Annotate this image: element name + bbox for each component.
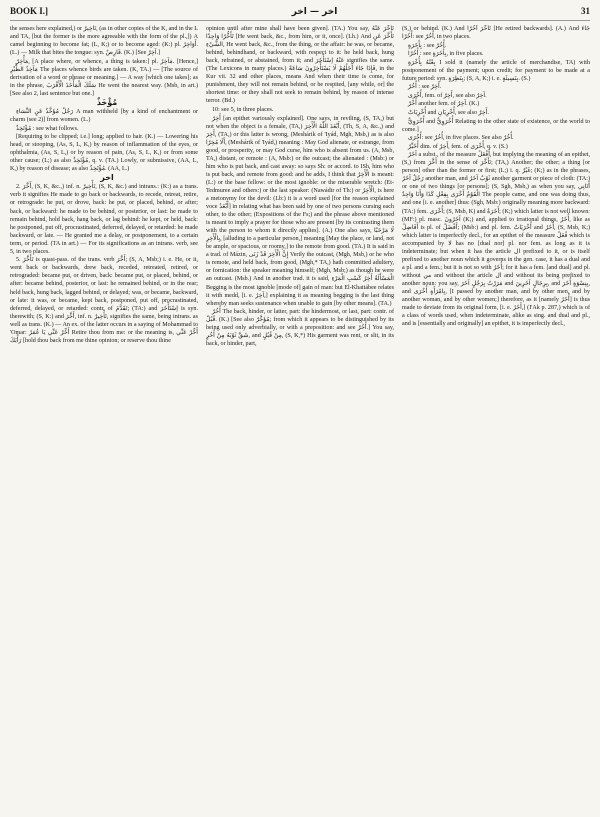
entry-paragraph: مُؤْتَخِذٌ : see what follows.: [16, 125, 79, 132]
entry-paragraph: أُخُرٌ The back, hinder, or latter, part: the hindermost, or last, part: contr. of قُبُلٌ. (K.) [See also مُؤَخَّرٌ; from which it appears to be distinguished by its being used only adverbially, or with a preposition: and see أُخُرٌ.] You say, شَقَّ ثَوْبَهُ مِنْ أُخُرٍ, and مِنْ قُبُلٍ, (S, K,*) His garment was rent, or slit, in its back, or hinder, part,: [206, 309, 394, 348]
header-root-words: اخر — اخر: [291, 7, 338, 17]
entry-paragraph: the senses here explained,) or تَأْخِيرٌ, (as in other copies of the K, and in the L and TA, [but the former is the more agreeable with the form of the pl.,]) A camel beginning to become fat; (L, K;) or to become aged: (K:) pl. أَوَاخِرُ. (L.) — Milk that bites the tongue: syn. قَارِصٌ. (K.) [See آخِرٌ.]: [10, 26, 198, 57]
page-header: [10, 6, 590, 21]
entry-paragraph: 5. تَأَخَّرَ is quasi-pass. of the trans. verb أَخَّرَ; (S, A, Msb;) i. e. He, or it, went back or backwards, drew back, receded, retreated, retired, or retrograded: became put, or driven, back: became put, or placed, behind, or after: became behind, posterior, or last: he remained behind, or in the rear; held back, hung back, lagged behind, or delayed; was, or became, backward, or late: it was, or became, kept back, postponed, put off, procrastinated, deferred, delayed, or retarded: contr. of تَقَدَّمَ; (TA:) and اِسْتَأْخَرَ is syn. therewith; (S, K:) and أَخَّرَ, inf. n. تَأْخِيرٌ, signifies the same, being intrans. as well as trans. (K.) — An ex. of the latter occurs in a saying of Mohammad to 'Omar: أَخِّرْ عَنِّي يَا عُمَرُ Retire thou from me: or the meaning is, أَخِّرْ عَنِّي رَأْيَكَ [hold thou back from me thine opinion; or reserve thou thine: [10, 257, 198, 344]
page-number: 31: [581, 6, 590, 16]
column-middle: [206, 25, 394, 815]
entry-paragraph: opinion until after mine shall have been given]. (TA.) You say, تَأَخَّرَ عَنْهُ تَأَخُّرًا وَاحِدًا [He went back, &c., from him, or it, once]. (Lh.) And تَأَخَّرَ عَنِ الشَّيْءِ, He went back, &c., from the thing, or the affair: he was, or became, behind, behindhand, or backward, with respect to it: he held back, hung back, refrained, or abstained, from it; and عَنْهُ اِسْتَأْخَرَ signifies the same. (The Lexicons in many places.) فَإِذَا جَاءَ أَجَلُهُمْ لَا يَسْتَأْخِرُونَ سَاعَةً, in the Kur vii. 32 and other places, means And when their time is come, for punishment, they will not remain behind, or be respited, [any while, or] the shortest time: or they shall not seek to remain behind, by reason of intense terror. (Bd.): [206, 26, 394, 105]
entry-paragraph: رَجُلٌ مُؤَخَّذٌ عَنِ النِّسَاءِ A man withheld [by a kind of enchantment or charm (see 2)] from women. (L.): [10, 108, 198, 124]
header-book-label: BOOK I.]: [10, 6, 49, 16]
entry-paragraph: (S,) or behind. (K.) And تَأَخَّرَ أُخُرًا [He retired backwards]. (A.) And جَاءَ أُخُرًا: see أُخُرٌ, in two places.: [402, 26, 590, 41]
entry-paragraph: أَخِرٌ [an epithet variously explained]. One says, in reviling, (S, TA,) but not when the object is a female, (TA,) أَبْعَدَ اللّٰهُ الْأَخِرَ, (Th, S, A, &c.,) and أَخِرَ, (TA,) or this latter is wrong, (Meshárik of 'Iyád, Mgh, Msb,) as is also أَلَا مُخِرًا, (Meshárik of 'Iyád,) meaning : May God alienate, or estrange, from good, or prosperity, or may God curse, him who is absent from us. (A, Msb, TA,) distant, or remote : (A, Msb:) or the outcast; the alienated : (Msb:) or him who is put back, and cast away: so says Sh: or accord. to ISh, him who is put back, and remote from good: and he adds, I think that الْأَخِرُ is meant: (L:) or the base fellow: or the most ignoble: or the miserable wretch: (Et-Tedmuree and others:) or the last speaker: (Nawádir of Th:) or الْأَخِرُ, is here a metonymy for the devil: (Lb:) it is a word used [for the reason explained voce أَبْعَدُ] in relating what has been said by one of two persons cursing each other, to the other; (Expositions of the Fs;) and the phrase above mentioned is meant to imply a prayer for those who are present [by its contrasting them with the person to whom it directly applies]. (A.) One also says, لَا مَرْحَبًا بِالْأَخِرِ, [alluding to a particular person,] meaning [May the place, or land, not be ample, or spacious, or roomy,] to the remote from good. (TA.) It is said in a trad. of Mázin, إِنَّ الْأَخِرَ قَدْ زَنَى Verily the outcast, (Mgh, Msb,) or he who is remote, and held back, from good, (Mgh,* TA,) hath committed adultery, or fornication: the speaker meaning himself; (Mgh, Msb;) as though he were an outcast. (Msb.) And in another trad. it is said, الْمَسْأَلَةُ أَخِرُ كَسْبِ الْمَرْءِ Begging is the most ignoble [mode of] gain of man: but El-Khattábee relates it with medd, [i. e. آخِرُ,] explaining it as meaning begging is the last thing whereby man seeks sustenance when unable to gain [by other means]. (TA.): [206, 115, 394, 307]
root-headword: مُؤْخَذٌ: [96, 97, 118, 107]
entry-paragraph: آخَرُ a subst., of the measure أَفْعَلُ, but implying the meaning of an epithet, (S,) from أَخَّرَ in the sense of تَأَخَّرَ; (TA,) Another; the other; a thing [or person] other than the former or first; (L;) i. q. غَيْرٌ; (K;) as in the phrases, رَجُلٌ آخَرُ another man, and ثَوْبٌ آخَرُ another garment or piece of cloth: (TA:) or one of two things [or persons]; (S, Sgh, Msb,) as when you say, أَتَانِي الْقَوْمُ أَخْرَى بِفِعْلِ كَذَا وَأَنَا وَاحِدٌ The people came, and one was doing thus, and one [i. e. another] thus: (Sgh, Msb:) originally meaning more backward: (TA:) fem. أُخْرَى; (S, Msb, K) and أَخَرَةٌ; (K;) which latter is not well known: (MF:) pl. masc. آخَرُونَ (K;) and, applied to irrational things, أُخَرُ, like as أَفَاضِلُ is pl. of أَفْضَلُ; (Msb:) and pl. fem. أُخْرَيَاتٌ and أُخَرُ, (S, Msb, K;) which latter is imperfectly decl., for an epithet of the measure فُعَلُ which is accompanied by لا has no [dual nor] pl. nor fem. as long as it is indeterminate; but when it has the article ال prefixed to it, or is itself prefixed to another noun which it governs in the gen. case, it has a dual and a pl. and a fem.; but it is not so with أُخَرُ; for it has a fem. [and dual] and pl. without من and without the article ال and without its being prefixed to another noun: you say, مَرَرْتُ بِرَجُلٍ آخَرَ and بِرِجَالٍ آخَرِينَ, and بِنِسْوَةٍ أُخَرَ, and بِامْرَأَةٍ أُخْرَى, [I passed by another man, and by other men, and by another woman, and by other women;] therefore, as it [namely أُخَرُ] is thus made to deviate from its original form, [i. e. أَخَرُ,] (I'Ak p. 287,) which is of a class of words used, when indeterminate, alike as sing. and dual and pl., and is [essentially and originally] an epithet, it is imperfectly decl.,: [402, 152, 590, 328]
entry-paragraph: أُخْرَوِيٌّ and أُخْرَوِيٌّ Relating to the other state of existence, or the world to come.]: [402, 118, 590, 133]
entry-paragraph: أُخَيِّرٌ dim. of أَخِرٌ, fem. of أُخْرَى, q. v. (S.): [408, 143, 508, 150]
column-right: [402, 25, 590, 815]
entry-paragraph: أُخْرَى: see أُخُرٌ, in five places. See also أُخُرٌ.: [408, 135, 514, 142]
entry-paragraph: أُخْرٌ another fem. of آخِرٌ. (K.): [408, 101, 480, 108]
entry-paragraph: أُخُرًا : see بِأُخَرَةٍ, in five places.: [408, 51, 484, 58]
entry-paragraph: أُخْرَى, fem. of أَخِرٌ, see also آخِرٌ.: [408, 92, 487, 99]
column-left: [10, 25, 198, 815]
entry-paragraph: 10: see 5, in three places.: [212, 106, 274, 113]
entry-paragraph: بِأَخَرَةٍ : see أُخُرٌ.: [408, 42, 447, 49]
entry-paragraph: أُخْرِيَاتٌ and أُخْرِيَانِ, see also أَخِرٌ.: [408, 109, 489, 116]
entry-paragraph: أُخُرٌ : see أَخِرٌ.: [408, 84, 442, 91]
root-headword: اخر: [100, 173, 114, 183]
entry-paragraph: مَأْخِرٌ, [A place where, or whence, a thing is taken:] pl. مَآخِرُ. [Hence,] مَآخِذُ الطَّيْرِ The places whence birds are taken. (K, TA.) — [The source of derivation of a word or phrase or meaning.] — A way [which one takes]; as in the phrase, سَلَكَ الْمَأْخَذَ الْأَقْرَبَ He went the nearest way. (Msb, in art.) [See also 2, last sentence but one.]: [10, 58, 198, 97]
entry-paragraph: 2. أَخَّرَ, (S, K, &c.,) inf. n. تَأْخِيرٌ, (S, K, &c.) and intrans.: (K:) as a trans. verb it signifies He made to go back or backwards, to recede, retreat, retire, or retrograde: he put, or drove, back: he put, or placed, behind, or after; back, or backward: he made to be behind, or posterior, or last: he made to remain behind, hold back, hang back, or lag behind: he kept, or held, back: he postponed, put off, procrastinated, deferred, delayed, or retarded: he made backward, or late. — He granted me a delay, or postponement, to a certain term, or period. (TA in art.) — For its significations as an intrans. verb, see 5, in two places.: [10, 184, 198, 255]
entry-paragraph: [Requiring to be clipped; i.e.] long; applied to hair. (K.) — Lowering his head, or stooping, (As, S, L, K,) by reason of inflammation of the eyes, or ophthalmia, (As, S, L,) or by reason of pain, (As, S, L, K,) or from some other cause; (L;) as also مُؤْتَخِذٌ, q. v. (TA.) Lowly, or submissive, (AA, L, K,) by reason of disease; as also مُؤْتَخِذٌ. (AA, L.): [10, 134, 198, 173]
entry-paragraph: بِعْتُهُ بِأُخْرَةٍ I sold it (namely the article of merchandise, TA) with postponement of the payment; upon credit; for payment to be made at a future period: syn. بِنَظِرَةٍ; (S, A, K;) i. e. بِنَسِيئَةٍ. (S.): [402, 59, 590, 82]
text-columns: [10, 25, 590, 815]
